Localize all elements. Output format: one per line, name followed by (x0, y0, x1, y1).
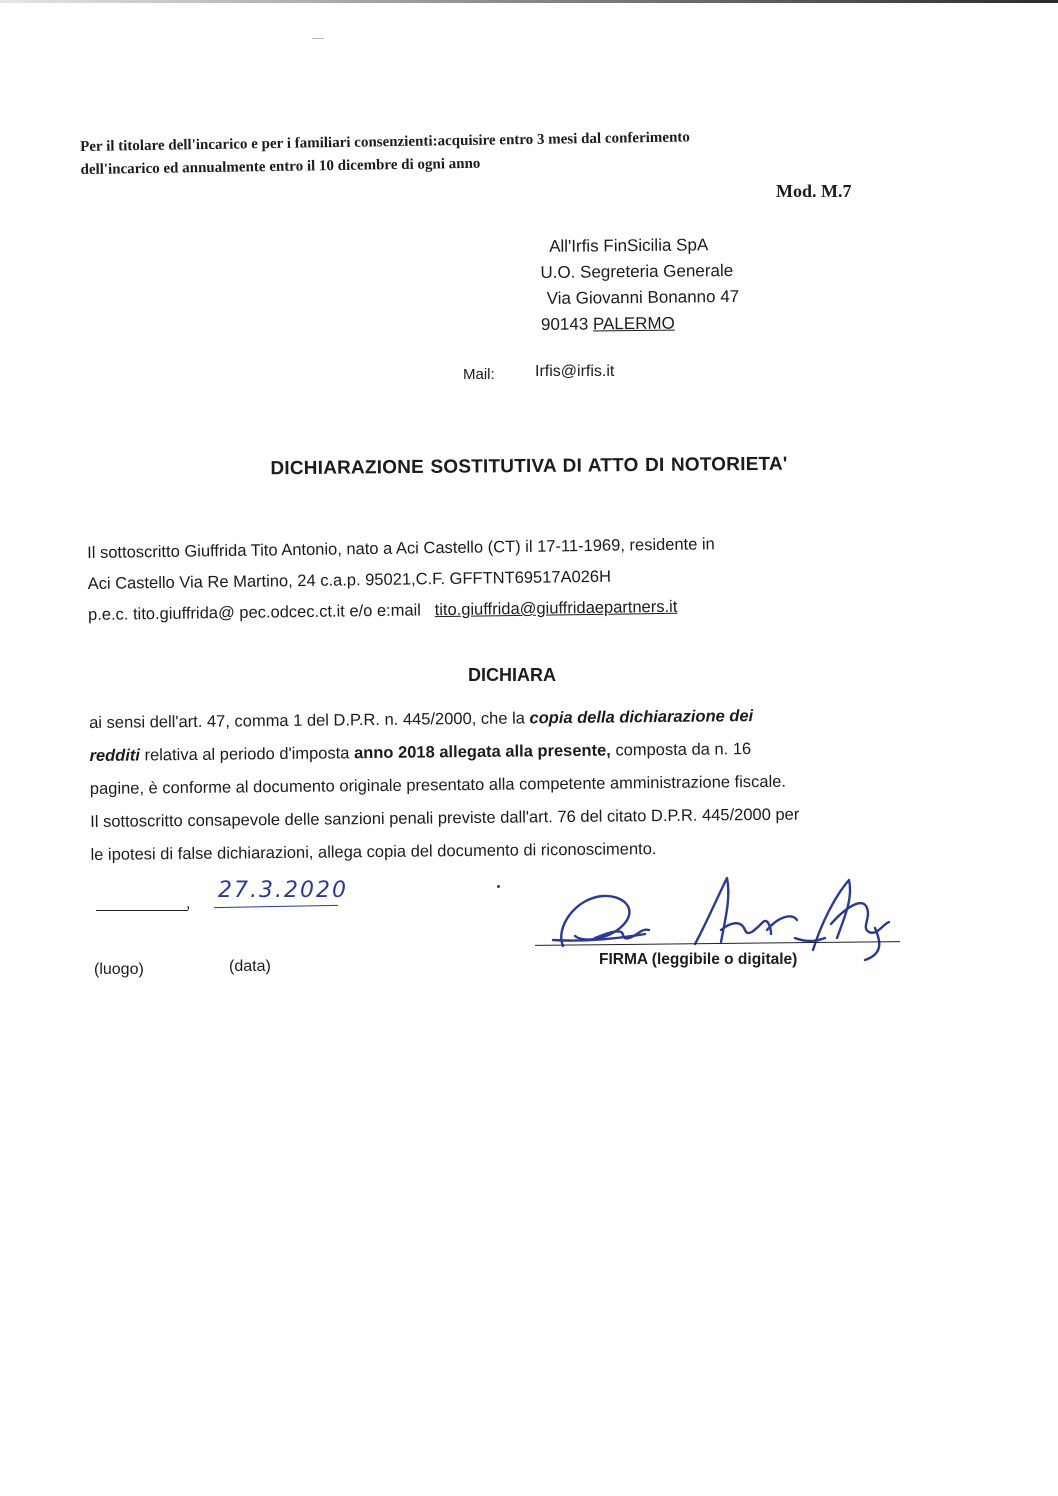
date-label: (data) (229, 958, 271, 975)
scan-mark (312, 38, 324, 39)
recipient-office: U.O. Segreteria Generale (540, 260, 734, 282)
place-label: (luogo) (94, 961, 144, 978)
dichiara-heading: DICHIARA (468, 665, 556, 685)
date-underline (214, 905, 338, 908)
header-instruction (80, 123, 901, 182)
place-date-comma: , (186, 895, 191, 912)
body-line-2-tail: composta da n. 16 (610, 740, 752, 760)
ink-dot (497, 885, 500, 888)
recipient-address (540, 232, 740, 338)
recipient-name: All'Irfis FinSicilia SpA (549, 235, 709, 256)
mail-label: Mail: (463, 366, 495, 383)
declarant-info (87, 527, 888, 631)
body-line-5: le ipotesi di false dichiarazioni, allega copia del documento di riconoscimento. (90, 840, 657, 864)
header-instruction-line-1: Per il titolare dell'incarico e per i familiari consenzienti:acquisire entro 3 mesi dal conferimento (80, 129, 690, 155)
body-line-2-emphasis: redditi (89, 746, 141, 765)
declarant-email: tito.giuffrida@giuffridaepartners.it (434, 597, 678, 620)
recipient-city-line (541, 310, 740, 338)
scan-top-edge (0, 0, 1058, 3)
signature-label: FIRMA (leggibile o digitale) (599, 951, 798, 968)
model-code: Mod. M.7 (776, 181, 852, 201)
declarant-line-2: Aci Castello Via Re Martino, 24 c.a.p. 95021,C.F. GFFTNT69517A026H (87, 567, 612, 593)
recipient-street: Via Giovanni Bonanno 47 (546, 286, 740, 308)
handwritten-date: 27.3.2020 (218, 878, 348, 903)
declarant-pec: p.e.c. tito.giuffrida@ pec.odcec.ct.it e/o e:mail (87, 601, 422, 624)
declarant-line-1: Il sottoscritto Giuffrida Tito Antonio, nato a Aci Castello (CT) il 17-11-1969, residente in (87, 535, 715, 562)
body-line-2-bold: anno 2018 allegata alla presente, (353, 741, 611, 763)
header-instruction-line-2: dell'incarico ed annualmente entro il 10 dicembre di ogni anno (80, 155, 481, 178)
body-line-2-text: relativa al periodo d'imposta (139, 744, 355, 765)
declaration-body (89, 698, 953, 872)
body-line-3: pagine, è conforme al documento originale presentato alla competente amministrazione fiscale. (89, 772, 787, 798)
body-line-4: Il sottoscritto consapevole delle sanzioni penali previste dall'art. 76 del citato D.P.R. 445/2000 per (90, 805, 800, 831)
body-line-1-emphasis: copia della dichiarazione dei (529, 707, 754, 728)
place-blank-line (96, 910, 188, 911)
document-title: DICHIARAZIONE SOSTITUTIVA DI ATTO DI NOTORIETA' (270, 453, 788, 480)
mail-address: Irfis@irfis.it (535, 363, 615, 380)
recipient-cap: 90143 (540, 314, 589, 334)
recipient-city: PALERMO (592, 313, 675, 334)
body-line-1-text: ai sensi dell'art. 47, comma 1 del D.P.R. n. 445/2000, che la (89, 709, 530, 732)
